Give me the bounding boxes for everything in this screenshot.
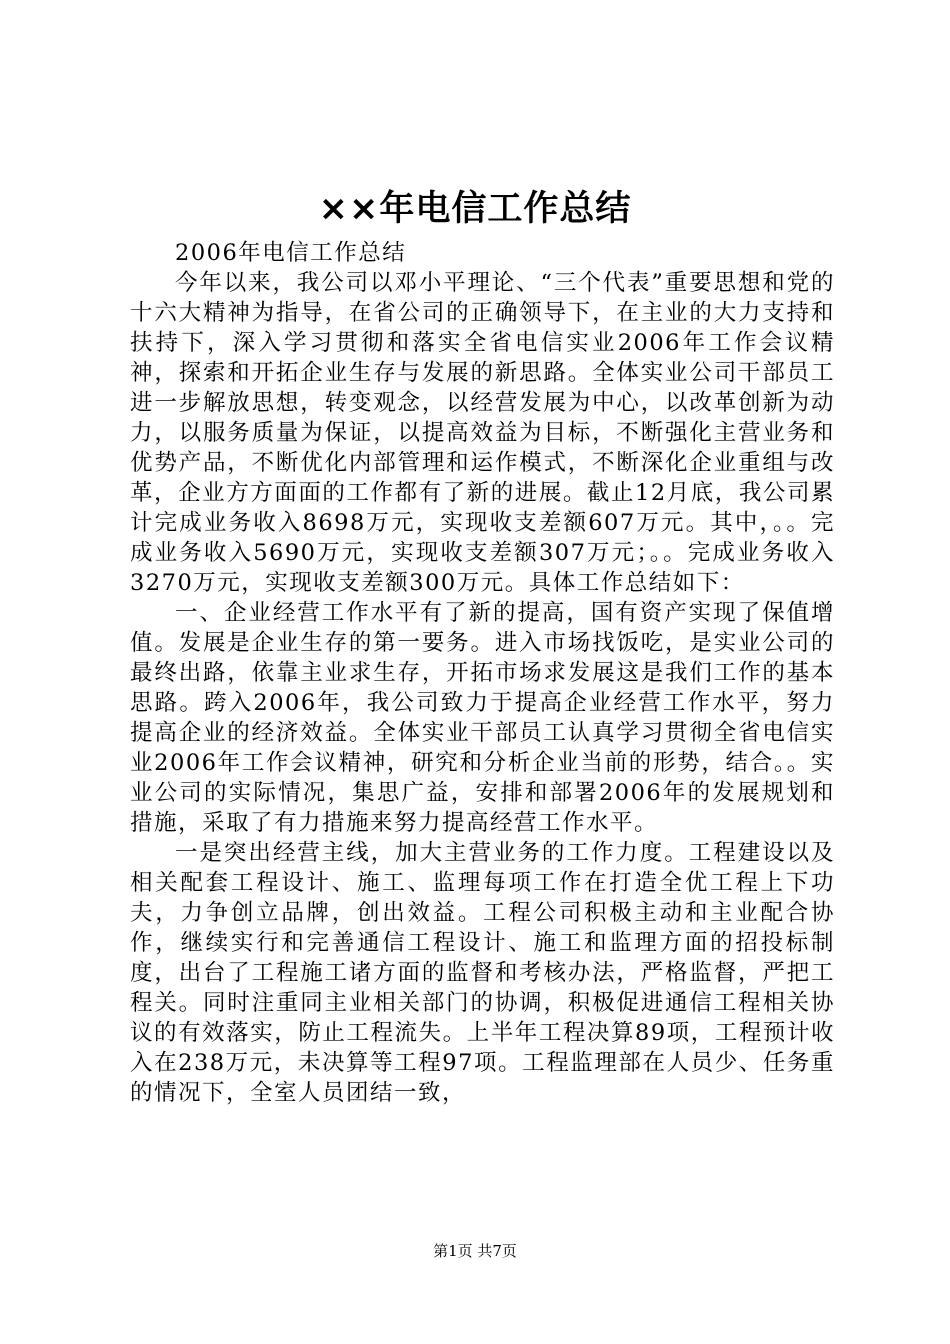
document-title: ××年电信工作总结 bbox=[318, 189, 632, 229]
subtitle-paragraph: 2006年电信工作总结 bbox=[175, 240, 407, 266]
document-body bbox=[130, 238, 835, 1108]
point-one-paragraph: 一是突出经营主线，加大主营业务的工作力度。工程建设以及相关配套工程设计、施工、监理每项工作在打造全优工程上下功夫，力争创立品牌，创出效益。工程公司积极主动和主业配合协作，继续实行和完善通信工程设计、施工和监理方面的招投标制度，出台了工程施工诸方面的监督和考核办法，严格监督，严把工程关。同时注重同主业相关部门的协调，积极促进通信工程相关协议的有效落实，防止工程流失。上半年工程决算89项，工程预计收入在238万元，未决算等工程97项。工程监理部在人员少、任务重的情况下，全室人员团结一致， bbox=[130, 840, 835, 1106]
section-one-paragraph: 一、企业经营工作水平有了新的提高，国有资产实现了保值增值。发展是企业生存的第一要务。进入市场找饭吃，是实业公司的最终出路，依靠主业求生存，开拓市场求发展这是我们工作的基本思路。跨入2006年，我公司致力于提高企业经营工作水平，努力提高企业的经济效益。全体实业干部员工认真学习贯彻全省电信实业2006年工作会议精神，研究和分析企业当前的形势，结合。。实业公司的实际情况，集思广益，安排和部署2006年的发展规划和措施，采取了有力措施来努力提高经营工作水平。 bbox=[130, 600, 835, 836]
page-footer: 第1页 共7页 bbox=[433, 1242, 517, 1260]
intro-paragraph: 今年以来，我公司以邓小平理论、“三个代表”重要思想和党的十六大精神为指导，在省公司的正确领导下，在主业的大力支持和扶持下，深入学习贯彻和落实全省电信实业2006年工作会议精神，探索和开拓企业生存与发展的新思路。全体实业公司干部员工进一步解放思想，转变观念，以经营发展为中心，以改革创新为动力，以服务质量为保证，以提高效益为目标，不断强化主营业务和优势产品，不断优化内部管理和运作模式，不断深化企业重组与改革，企业方方面面的工作都有了新的进展。截止12月底，我公司累计完成业务收入8698万元，实现收支差额607万元。其中，。。完成业务收入5690万元，实现收支差额307万元；。。完成业务收入3270万元，实现收支差额300万元。具体工作总结如下： bbox=[130, 270, 835, 596]
